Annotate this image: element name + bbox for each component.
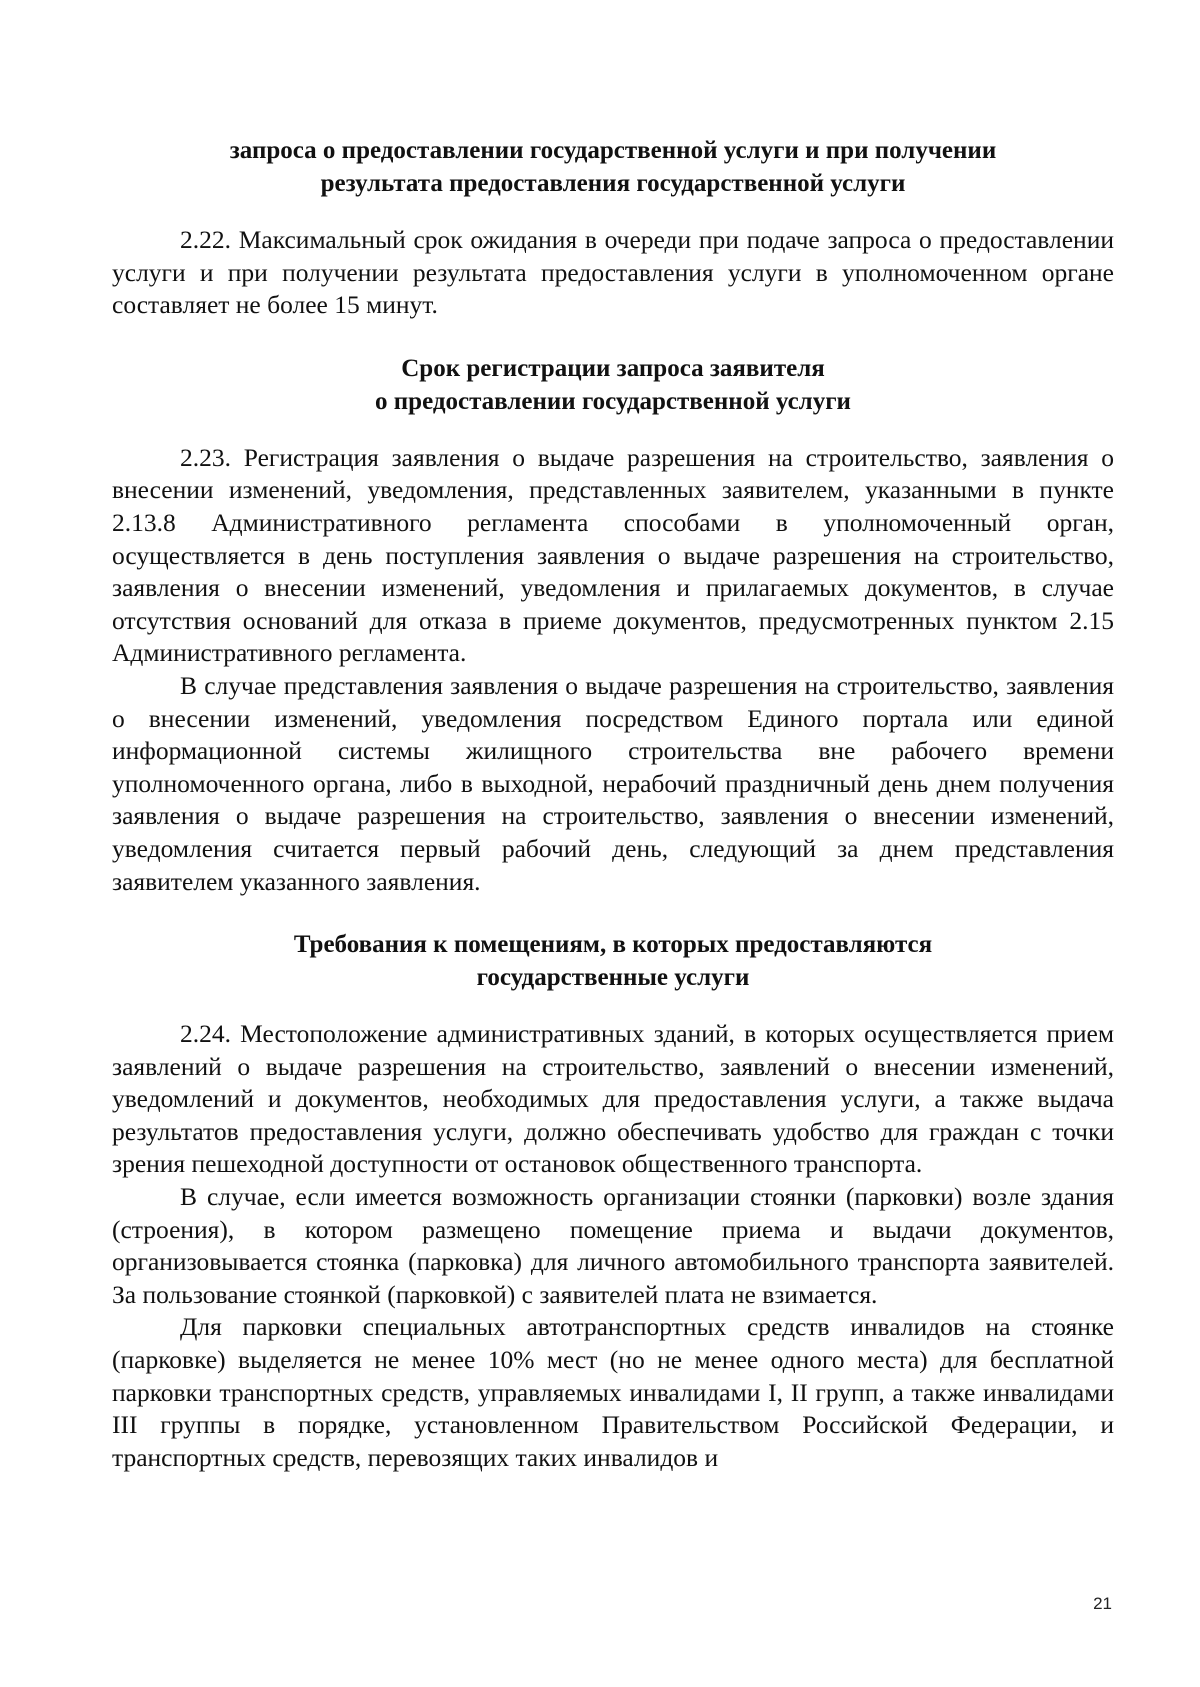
heading-line: о предоставлении государственной услуги: [375, 387, 851, 415]
spacer: [112, 994, 1114, 1018]
heading-line: государственные услуги: [476, 964, 750, 992]
spacer: [112, 898, 1114, 928]
paragraph-2-23-offhours: В случае представления заявления о выдаче разрешения на строительство, заявления о внесении изменений, уведомления посредством Единого портала или единой информационной системы жилищного строительства вне рабочего времени уполномоченного органа, либо в выходной, нерабочий праздничный день днем получения заявления о выдаче разрешения на строительство, заявления о внесении изменений, уведомления считается первый рабочий день, следующий за днем представления заявителем указанного заявления.: [112, 670, 1114, 896]
spacer: [112, 322, 1114, 352]
heading-line: Срок регистрации запроса заявителя: [401, 354, 825, 382]
page-number: 21: [1093, 1594, 1112, 1613]
spacer: [112, 418, 1114, 442]
section-heading-registration: [112, 352, 1114, 418]
heading-line: запроса о предоставлении государственной услуги и при получении: [229, 137, 997, 164]
section-heading-premises: [112, 928, 1114, 994]
section-heading-queue-time: [112, 134, 1114, 200]
heading-line: Требования к помещениям, в которых предоставляются: [293, 931, 933, 959]
spacer: [112, 200, 1114, 224]
paragraph-2-24-parking: В случае, если имеется возможность организации стоянки (парковки) возле здания (строения), в котором размещено помещение приема и выдачи документов, организовывается стоянка (парковка) для личного автомобильного транспорта заявителей. За пользование стоянкой (парковкой) с заявителей плата не взимается.: [112, 1182, 1114, 1309]
heading-line: результата предоставления государственной услуги: [320, 170, 906, 197]
paragraph-2-24: 2.24. Местоположение административных зданий, в которых осуществляется прием заявлений о выдаче разрешения на строительство, заявлений о внесении изменений, уведомлений и документов, необходимых для предоставления услуги, а также выдача результатов предоставления услуги, должно обеспечивать удобство для граждан с точки зрения пешеходной доступности от остановок общественного транспорта.: [112, 1019, 1114, 1179]
paragraph-2-22: 2.22. Максимальный срок ожидания в очереди при подаче запроса о предоставлении услуги и при получении результата предоставления услуги в уполномоченном органе составляет не более 15 минут.: [112, 225, 1114, 320]
paragraph-2-23: 2.23. Регистрация заявления о выдаче разрешения на строительство, заявления о внесении изменений, уведомления, представленных заявителем, указанными в пункте 2.13.8 Административного регламента способами в уполномоченный орган, осуществляется в день поступления заявления о выдаче разрешения на строительство, заявления о внесении изменений, уведомления и прилагаемых документов, в случае отсутствия оснований для отказа в приеме документов, предусмотренных пунктом 2.15 Административного регламента.: [112, 442, 1114, 668]
paragraph-2-24-disabled-parking: Для парковки специальных автотранспортных средств инвалидов на стоянке (парковке) выделяется не менее 10% мест (но не менее одного места) для бесплатной парковки транспортных средств, управляемых инвалидами I, II групп, а также инвалидами III группы в порядке, установленном Правительством Российской Федерации, и транспортных средств, перевозящих таких инвалидов и: [112, 1312, 1114, 1472]
document-page: [112, 134, 1114, 1474]
